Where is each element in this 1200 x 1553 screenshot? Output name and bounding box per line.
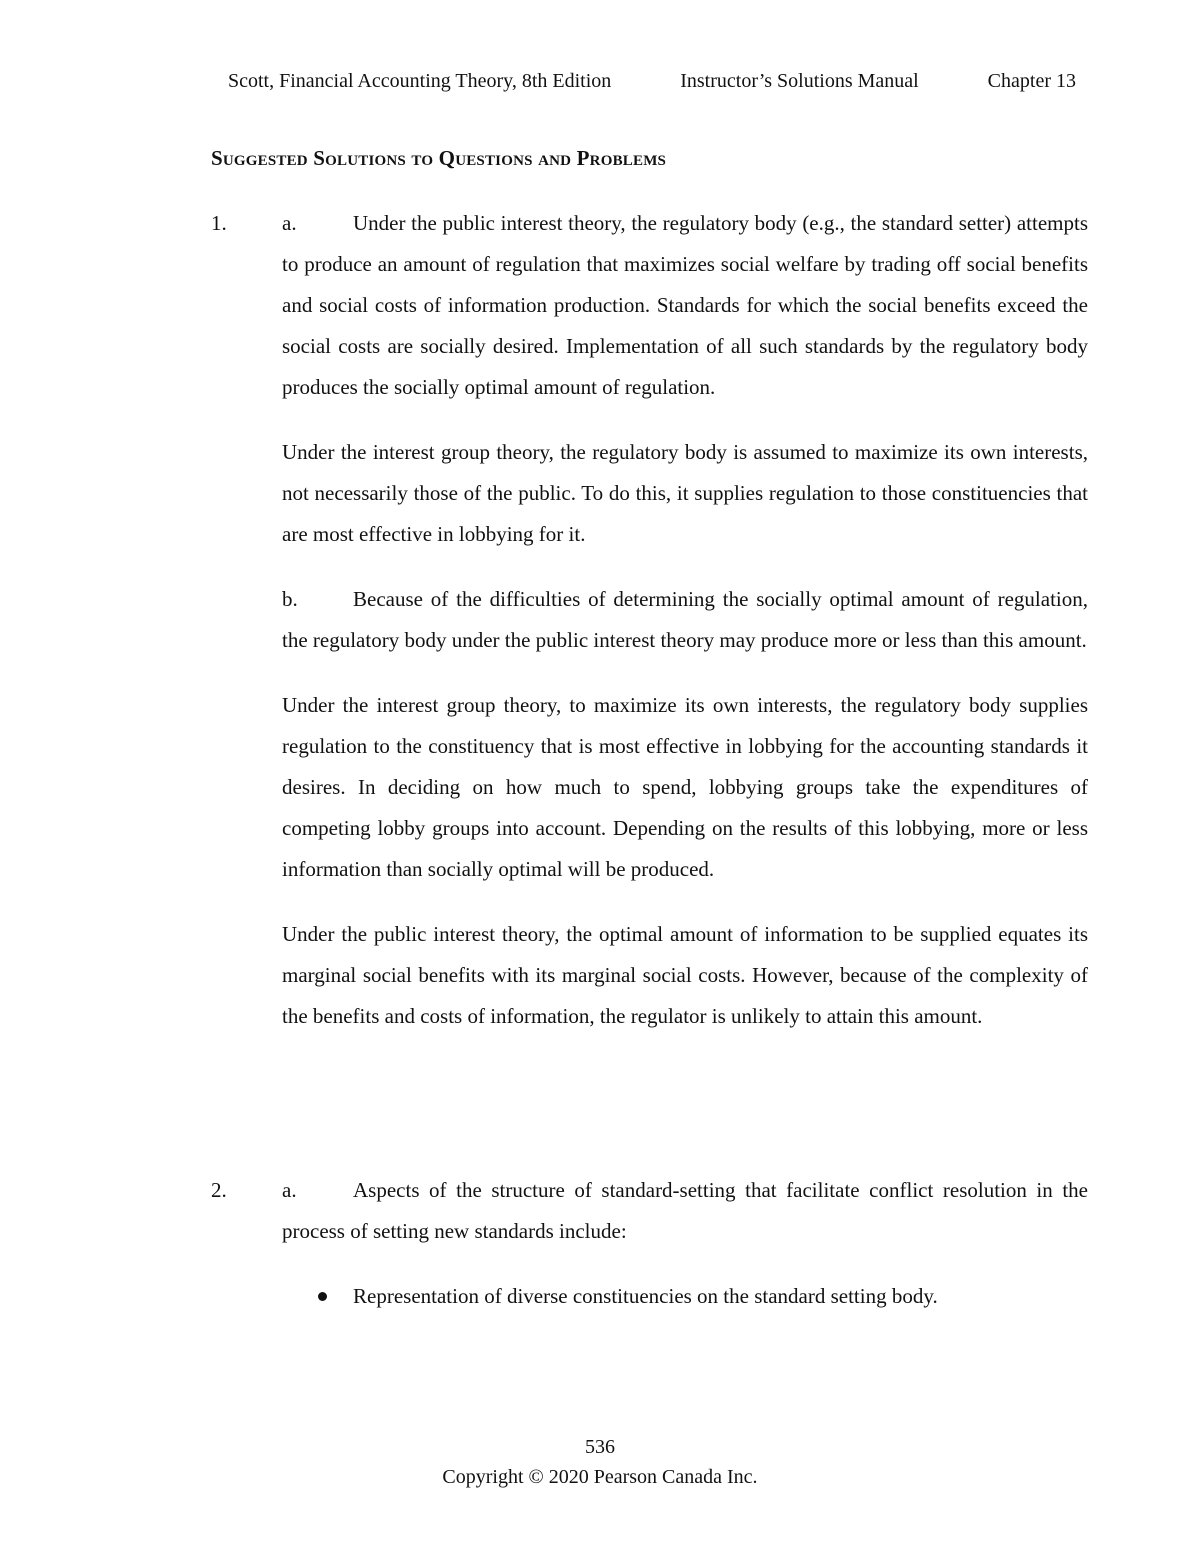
paragraph-text: Under the public interest theory, the regulatory body (e.g., the standard setter) attempts to produce an amount of regulation that maximizes social welfare by trading off social benefits and social costs of information production. Standards for which the social benefits exceed the social costs are socially desired. Implementation of all such standards by the regulatory body produces the socially optimal amount of regulation. xyxy=(282,211,1088,399)
page-footer xyxy=(0,1432,1200,1492)
question-number: 2. xyxy=(211,1178,227,1202)
section-heading: Suggested Solutions to Questions and Problems xyxy=(211,146,667,170)
header-chapter: Chapter 13 xyxy=(987,70,1076,92)
paragraph-text: Aspects of the structure of standard-setting that facilitate conflict resolution in the process of setting new standards include: xyxy=(282,1178,1088,1243)
page-number: 536 xyxy=(585,1436,615,1458)
question-number: 1. xyxy=(211,211,227,235)
bullet-list xyxy=(282,1276,1088,1317)
header-book-title: Scott, Financial Accounting Theory, 8th Edition xyxy=(228,70,612,92)
question-2 xyxy=(211,1170,1088,1317)
bullet-text: Representation of diverse constituencies on the standard setting body. xyxy=(353,1284,938,1308)
copyright-notice: Copyright © 2020 Pearson Canada Inc. xyxy=(442,1466,758,1488)
answer-paragraph xyxy=(282,203,1088,408)
answer-paragraph xyxy=(282,579,1088,661)
answer-paragraph: Under the interest group theory, to maximize its own interests, the regulatory body supplies regulation to the constituency that is most effective in lobbying for the accounting standards it desires. In deciding on how much to spend, lobbying groups take the expenditures of competing lobby groups into account. Depending on the results of this lobbying, more or less information than socially optimal will be produced. xyxy=(282,693,1088,881)
bullet-item xyxy=(282,1276,1088,1317)
question-1 xyxy=(211,203,1088,1061)
part-letter: a. xyxy=(282,1178,297,1202)
answer-paragraph: Under the public interest theory, the optimal amount of information to be supplied equates its marginal social benefits with its marginal social costs. However, because of the complexity of the benefits and costs of information, the regulator is unlikely to attain this amount. xyxy=(282,922,1088,1028)
answer-paragraph: Under the interest group theory, the regulatory body is assumed to maximize its own interests, not necessarily those of the public. To do this, it supplies regulation to those constituencies that are most effective in lobbying for it. xyxy=(282,440,1088,546)
running-header xyxy=(228,70,1076,93)
answer-paragraph xyxy=(282,1170,1088,1252)
paragraph-text: Because of the difficulties of determining the socially optimal amount of regulation, the regulatory body under the public interest theory may produce more or less than this amount. xyxy=(282,587,1088,652)
bullet-icon xyxy=(318,1292,327,1301)
header-manual-title: Instructor’s Solutions Manual xyxy=(680,70,919,92)
part-letter: a. xyxy=(282,211,297,235)
part-letter: b. xyxy=(282,587,298,611)
